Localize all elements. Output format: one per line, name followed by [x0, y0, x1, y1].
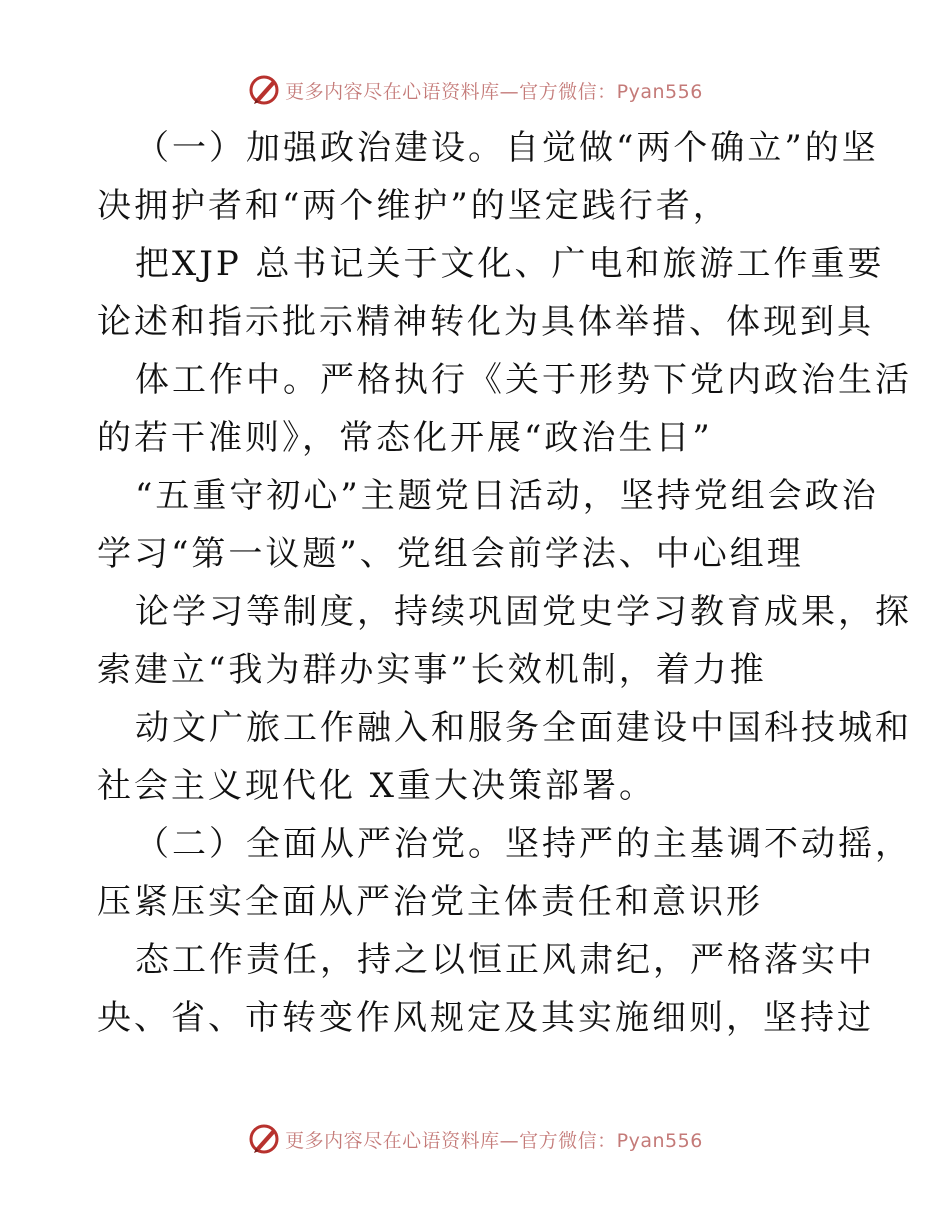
paragraph-line: 体工作中。严格执行《关于形势下党内政治生活	[135, 360, 912, 400]
paragraph-line: 动文广旅工作融入和服务全面建设中国科技城和	[135, 708, 912, 748]
paragraph-line: （一）加强政治建设。自觉做“两个确立”的坚	[135, 128, 879, 168]
paragraph-line: 决拥护者和“两个维护”的坚定践行者，	[97, 186, 730, 226]
paragraph-line: 论述和指示批示精神转化为具体举措、体现到具	[97, 302, 874, 342]
paragraph-line: 的若干准则》，常态化开展“政治生日”	[97, 418, 713, 458]
pen-circle-logo-icon	[247, 73, 281, 107]
footer-banner-text: 更多内容尽在心语资料库—官方微信：Pyan556	[285, 1129, 703, 1152]
footer-banner	[0, 1119, 950, 1159]
paragraph-line: 社会主义现代化 X重大决策部署。	[97, 766, 657, 806]
paragraph-line: 央、省、市转变作风规定及其实施细则，坚持过	[97, 998, 874, 1038]
paragraph-line: 学习“第一议题”、党组会前学法、中心组理	[97, 534, 804, 574]
header-banner	[0, 70, 950, 110]
paragraph-line: 论学习等制度，持续巩固党史学习教育成果，探	[135, 592, 912, 632]
header-banner-text: 更多内容尽在心语资料库—官方微信：Pyan556	[285, 80, 703, 103]
pen-circle-logo-icon	[247, 1122, 281, 1156]
paragraph-line: 压紧压实全面从严治党主体责任和意识形	[97, 882, 763, 922]
paragraph-line: 把XJP 总书记关于文化、广电和旅游工作重要	[135, 244, 885, 284]
paragraph-line: 索建立“我为群办实事”长效机制，着力推	[97, 650, 767, 690]
paragraph-line: “五重守初心”主题党日活动，坚持党组会政治	[135, 476, 879, 516]
paragraph-line: （二）全面从严治党。坚持严的主基调不动摇，	[135, 824, 912, 864]
paragraph-line: 态工作责任，持之以恒正风肃纪，严格落实中	[135, 940, 875, 980]
